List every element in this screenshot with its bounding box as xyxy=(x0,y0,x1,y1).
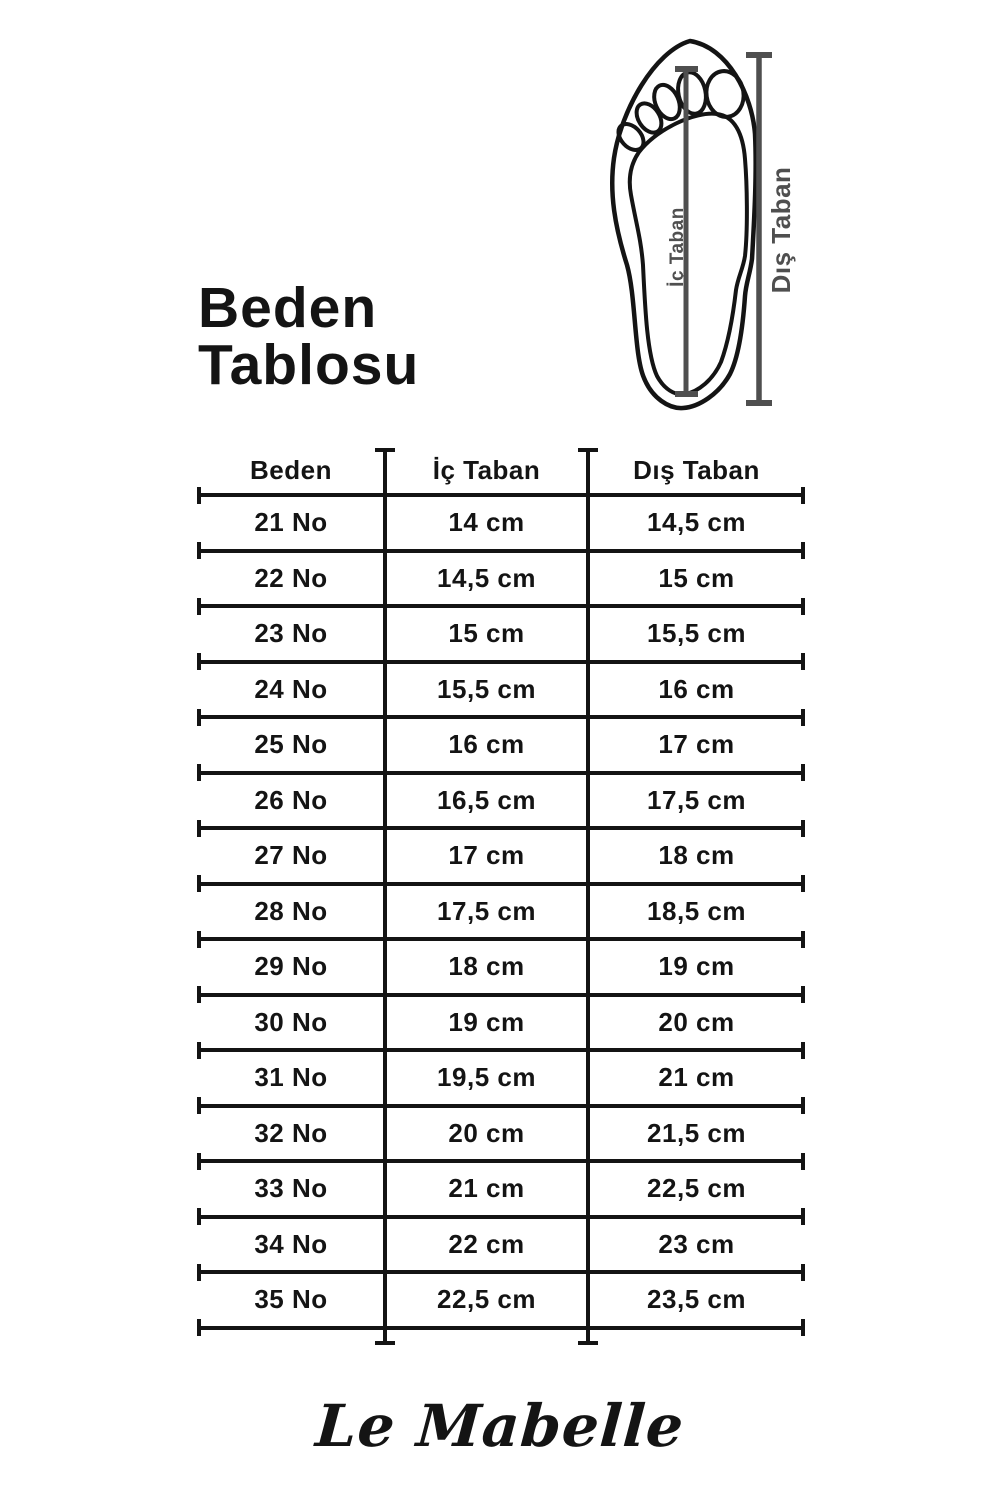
inner-sole-label: İç Taban xyxy=(667,207,688,287)
table-cell-size: 21 No xyxy=(254,507,328,538)
table-cell-outer-sole: 21 cm xyxy=(658,1062,735,1093)
table-cell-outer-sole: 18,5 cm xyxy=(647,895,746,926)
table-cell-inner-sole: 19,5 cm xyxy=(437,1062,536,1093)
table-cell-size: 25 No xyxy=(254,729,328,760)
table-column-divider-2 xyxy=(586,448,590,1345)
table-row-divider xyxy=(197,993,805,997)
table-cell-inner-sole: 22,5 cm xyxy=(437,1284,536,1315)
table-row xyxy=(197,1108,805,1160)
table-row xyxy=(197,608,805,660)
table-cell-inner-sole: 17,5 cm xyxy=(437,895,536,926)
table-cell-outer-sole: 15 cm xyxy=(658,562,735,593)
table-row xyxy=(197,719,805,771)
size-table-body xyxy=(197,493,805,1326)
table-row-divider xyxy=(197,882,805,886)
table-cell-size: 22 No xyxy=(254,562,328,593)
table-header-row xyxy=(197,448,805,493)
table-cell-outer-sole: 21,5 cm xyxy=(647,1117,746,1148)
table-header-size: Beden xyxy=(250,455,332,485)
table-row xyxy=(197,553,805,605)
table-row xyxy=(197,1274,805,1326)
table-cell-inner-sole: 21 cm xyxy=(448,1173,525,1204)
table-cell-size: 28 No xyxy=(254,895,328,926)
table-column-divider-1 xyxy=(383,448,387,1345)
table-row-divider xyxy=(197,937,805,941)
table-cell-outer-sole: 20 cm xyxy=(658,1006,735,1037)
table-cell-inner-sole: 18 cm xyxy=(448,951,525,982)
table-row xyxy=(197,941,805,993)
table-row xyxy=(197,1163,805,1215)
table-cell-size: 31 No xyxy=(254,1062,328,1093)
table-header-outer-sole: Dış Taban xyxy=(633,455,760,485)
table-row xyxy=(197,497,805,549)
table-cell-size: 34 No xyxy=(254,1228,328,1259)
page-title-line2: Tablosu xyxy=(198,333,420,397)
table-row xyxy=(197,886,805,938)
table-cell-inner-sole: 14,5 cm xyxy=(437,562,536,593)
table-row-divider xyxy=(197,1159,805,1163)
table-row xyxy=(197,830,805,882)
table-row-divider xyxy=(197,549,805,553)
size-table xyxy=(197,448,805,1330)
table-header-inner-sole: İç Taban xyxy=(432,455,541,485)
foot-measurement-diagram xyxy=(595,25,810,415)
table-row-divider xyxy=(197,715,805,719)
table-row-divider xyxy=(197,771,805,775)
table-cell-size: 35 No xyxy=(254,1284,328,1315)
table-cell-outer-sole: 18 cm xyxy=(658,840,735,871)
table-row-divider xyxy=(197,660,805,664)
table-cell-outer-sole: 15,5 cm xyxy=(647,618,746,649)
table-row xyxy=(197,1052,805,1104)
table-cell-size: 29 No xyxy=(254,951,328,982)
table-cell-inner-sole: 14 cm xyxy=(448,507,525,538)
table-row-divider xyxy=(197,826,805,830)
table-cell-inner-sole: 22 cm xyxy=(448,1228,525,1259)
table-row-divider xyxy=(197,1048,805,1052)
table-cell-inner-sole: 15 cm xyxy=(448,618,525,649)
table-row-divider xyxy=(197,1270,805,1274)
table-cell-outer-sole: 17 cm xyxy=(658,729,735,760)
table-row-divider xyxy=(197,1215,805,1219)
table-cell-inner-sole: 16,5 cm xyxy=(437,784,536,815)
page-title-line1: Beden xyxy=(198,276,378,340)
table-row xyxy=(197,1219,805,1271)
table-cell-inner-sole: 20 cm xyxy=(448,1117,525,1148)
table-row xyxy=(197,997,805,1049)
table-cell-inner-sole: 19 cm xyxy=(448,1006,525,1037)
table-cell-outer-sole: 14,5 cm xyxy=(647,507,746,538)
table-cell-inner-sole: 16 cm xyxy=(448,729,525,760)
table-cell-size: 30 No xyxy=(254,1006,328,1037)
toes-icon xyxy=(614,69,747,155)
table-cell-size: 24 No xyxy=(254,673,328,704)
table-cell-inner-sole: 15,5 cm xyxy=(437,673,536,704)
table-row-divider xyxy=(197,1104,805,1108)
table-cell-outer-sole: 17,5 cm xyxy=(647,784,746,815)
table-cell-outer-sole: 23,5 cm xyxy=(647,1284,746,1315)
table-cell-outer-sole: 16 cm xyxy=(658,673,735,704)
table-cell-outer-sole: 23 cm xyxy=(658,1228,735,1259)
brand-logo: Le Mabelle xyxy=(313,1392,687,1460)
table-cell-outer-sole: 22,5 cm xyxy=(647,1173,746,1204)
table-cell-size: 23 No xyxy=(254,618,328,649)
page-title xyxy=(198,276,420,397)
table-cell-size: 26 No xyxy=(254,784,328,815)
table-row-divider xyxy=(197,493,805,497)
outer-sole-label: Dış Taban xyxy=(766,166,796,294)
table-cell-size: 33 No xyxy=(254,1173,328,1204)
table-row-divider xyxy=(197,604,805,608)
table-cell-size: 32 No xyxy=(254,1117,328,1148)
table-cell-inner-sole: 17 cm xyxy=(448,840,525,871)
table-cell-size: 27 No xyxy=(254,840,328,871)
table-bottom-line xyxy=(197,1326,805,1330)
table-cell-outer-sole: 19 cm xyxy=(658,951,735,982)
table-row xyxy=(197,664,805,716)
table-row xyxy=(197,775,805,827)
